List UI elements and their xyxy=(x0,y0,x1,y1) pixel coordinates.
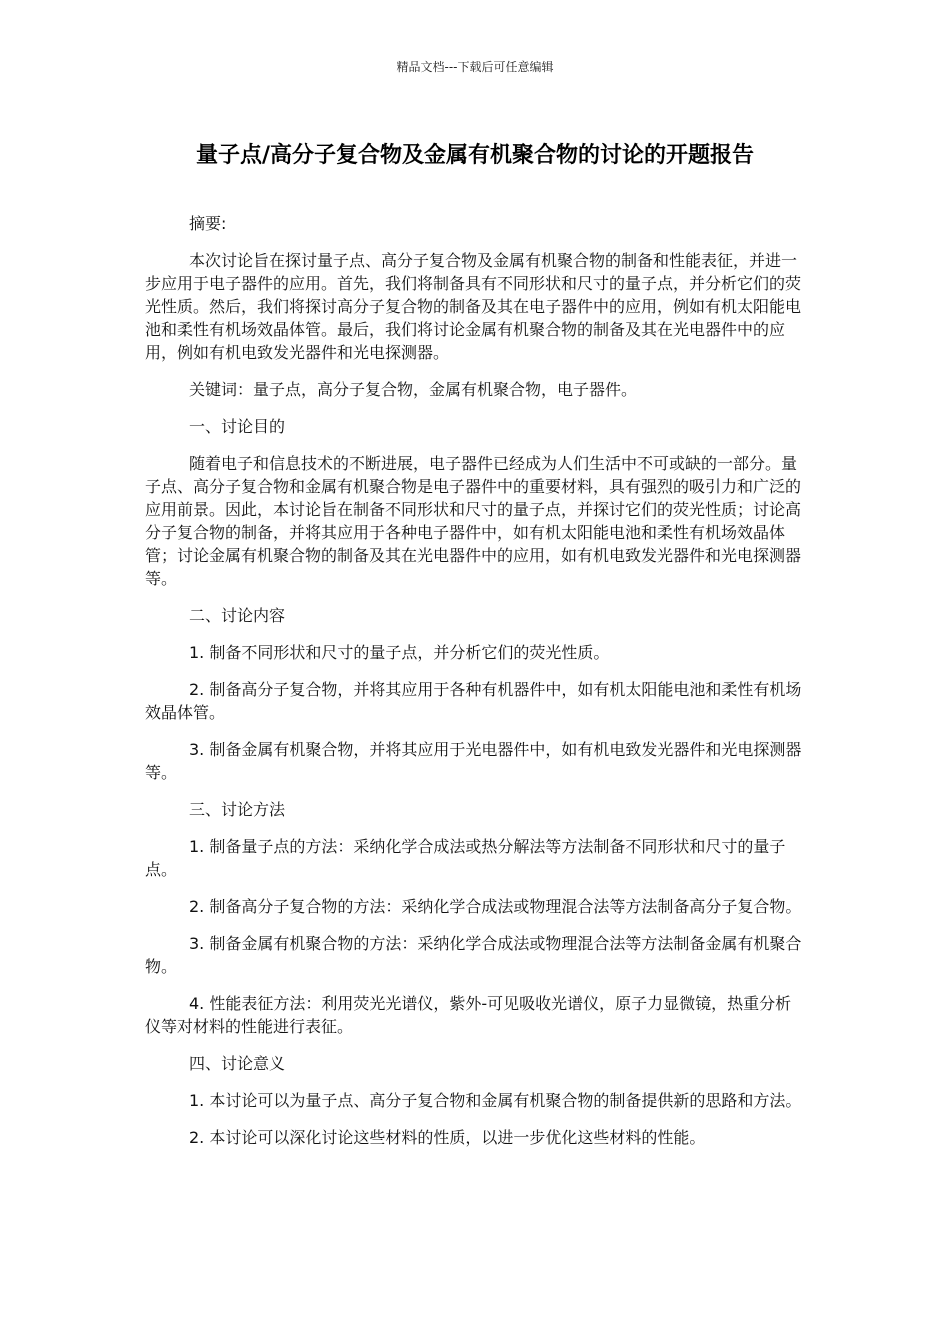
section-heading-purpose: 一、讨论目的 xyxy=(189,417,286,436)
method-item-2: 2. 制备高分子复合物的方法：采纳化学合成法或物理混合法等方法制备高分子复合物。 xyxy=(189,897,802,916)
method-item-4: 4. 性能表征方法：利用荧光光谱仪，紫外-可见吸收光谱仪，原子力显微镜，热重分析仪等对材料的性能进行表征。 xyxy=(145,994,792,1036)
document-body xyxy=(145,212,805,1163)
purpose-paragraph: 随着电子和信息技术的不断进展，电子器件已经成为人们生活中不可或缺的一部分。量子点、高分子复合物和金属有机聚合物是电子器件中的重要材料，具有强烈的吸引力和广泛的应用前景。因此，本讨论旨在制备不同形状和尺寸的量子点，并探讨它们的荧光性质；讨论高分子复合物的制备，并将其应用于各种电子器件中，如有机太阳能电池和柔性有机场效晶体管；讨论金属有机聚合物的制备及其在光电器件中的应用，如有机电致发光器件和光电探测器等。 xyxy=(145,454,802,588)
content-item-3: 3. 制备金属有机聚合物，并将其应用于光电器件中，如有机电致发光器件和光电探测器等。 xyxy=(145,740,802,782)
method-item-3: 3. 制备金属有机聚合物的方法：采纳化学合成法或物理混合法等方法制备金属有机聚合物。 xyxy=(145,934,802,976)
significance-item-1: 1. 本讨论可以为量子点、高分子复合物和金属有机聚合物的制备提供新的思路和方法。 xyxy=(189,1091,802,1110)
content-item-2: 2. 制备高分子复合物，并将其应用于各种有机器件中，如有机太阳能电池和柔性有机场效晶体管。 xyxy=(145,680,802,722)
header-note: 精品文档---下载后可任意编辑 xyxy=(396,60,554,74)
significance-item-2: 2. 本讨论可以深化讨论这些材料的性质，以进一步优化这些材料的性能。 xyxy=(189,1128,706,1147)
abstract-paragraph: 本次讨论旨在探讨量子点、高分子复合物及金属有机聚合物的制备和性能表征，并进一步应用于电子器件的应用。首先，我们将制备具有不同形状和尺寸的量子点，并分析它们的荧光性质。然后，我们将探讨高分子复合物的制备及其在电子器件中的应用，例如有机太阳能电池和柔性有机场效晶体管。最后，我们将讨论金属有机聚合物的制备及其在光电器件中的应用，例如有机电致发光器件和光电探测器。 xyxy=(145,251,802,362)
keywords-paragraph: 关键词：量子点，高分子复合物，金属有机聚合物，电子器件。 xyxy=(189,380,638,399)
abstract-heading: 摘要: xyxy=(189,214,227,233)
section-heading-methods: 三、讨论方法 xyxy=(189,800,286,819)
method-item-1: 1. 制备量子点的方法：采纳化学合成法或热分解法等方法制备不同形状和尺寸的量子点。 xyxy=(145,837,786,879)
section-heading-significance: 四、讨论意义 xyxy=(189,1054,286,1073)
document-title: 量子点/高分子复合物及金属有机聚合物的讨论的开题报告 xyxy=(195,143,755,168)
section-heading-content: 二、讨论内容 xyxy=(189,606,286,625)
content-item-1: 1. 制备不同形状和尺寸的量子点，并分析它们的荧光性质。 xyxy=(189,643,610,662)
